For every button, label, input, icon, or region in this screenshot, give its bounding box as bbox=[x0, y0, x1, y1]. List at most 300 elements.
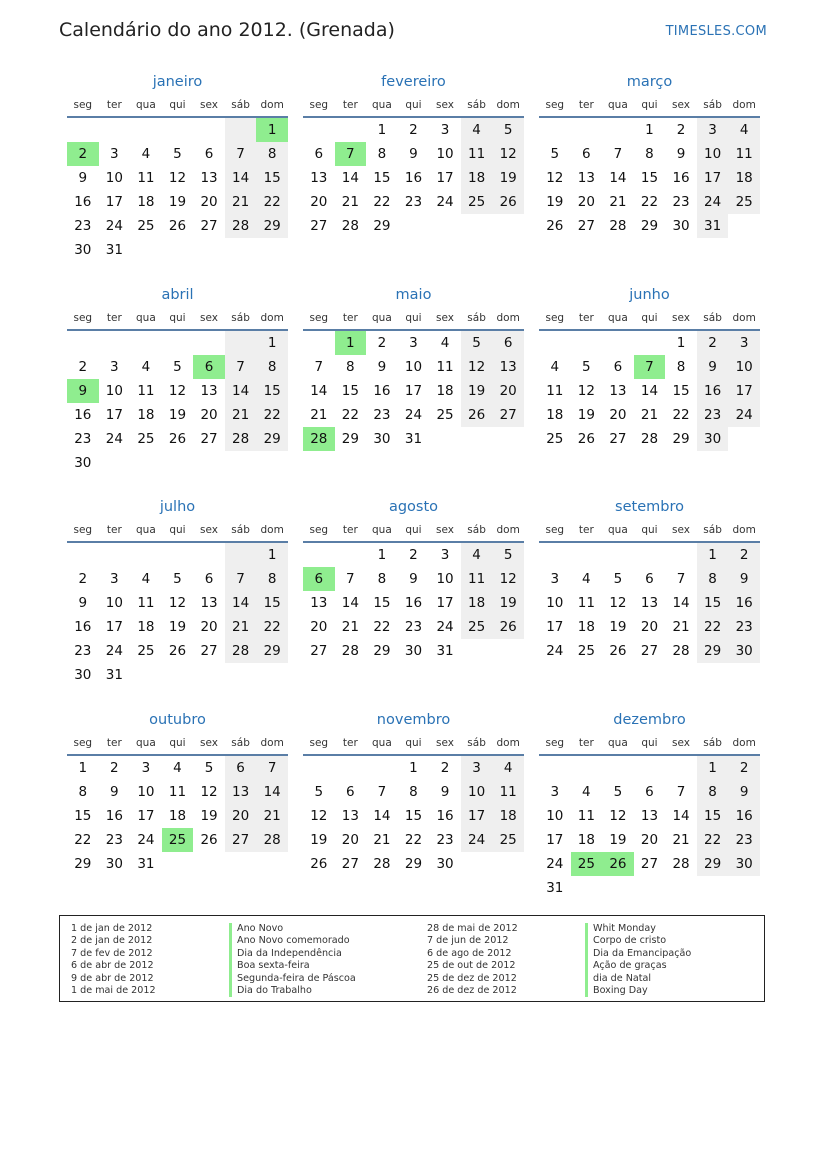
day-cell[interactable]: 25 bbox=[577, 643, 595, 659]
day-cell[interactable]: 7 bbox=[613, 146, 623, 162]
day-cell[interactable]: 7 bbox=[676, 571, 686, 587]
day-cell[interactable]: 17 bbox=[436, 595, 454, 611]
day-cell[interactable]: 5 bbox=[492, 543, 524, 567]
day-cell[interactable]: 9 bbox=[409, 571, 418, 587]
day-cell[interactable]: 11 bbox=[137, 170, 155, 186]
brand-logo[interactable]: TIMESLES.COM bbox=[665, 24, 767, 39]
day-cell[interactable]: 31 bbox=[436, 643, 454, 659]
day-cell[interactable]: 1 bbox=[335, 331, 367, 355]
day-cell[interactable]: 12 bbox=[461, 355, 493, 379]
day-cell[interactable]: 6 bbox=[645, 571, 654, 587]
day-cell[interactable]: 28 bbox=[225, 639, 257, 663]
day-cell[interactable]: 3 bbox=[110, 571, 119, 587]
day-cell[interactable]: 16 bbox=[105, 807, 123, 824]
day-cell[interactable]: 13 bbox=[225, 780, 257, 804]
day-cell[interactable]: 27 bbox=[640, 643, 659, 659]
day-cell[interactable]: 9 bbox=[676, 146, 686, 162]
day-cell[interactable]: 3 bbox=[728, 331, 760, 355]
day-cell[interactable]: 16 bbox=[74, 194, 92, 210]
day-cell[interactable]: 15 bbox=[256, 166, 288, 190]
day-cell[interactable]: 5 bbox=[613, 571, 623, 587]
day-cell[interactable]: 5 bbox=[492, 118, 524, 142]
day-cell[interactable]: 20 bbox=[200, 194, 218, 210]
day-cell[interactable]: 15 bbox=[373, 595, 391, 611]
day-cell[interactable]: 24 bbox=[697, 190, 729, 214]
day-cell[interactable]: 6 bbox=[303, 567, 335, 591]
day-cell[interactable]: 16 bbox=[436, 807, 454, 824]
day-cell[interactable]: 12 bbox=[168, 382, 187, 399]
day-cell[interactable]: 22 bbox=[74, 831, 92, 848]
day-cell[interactable]: 12 bbox=[546, 170, 564, 186]
day-cell[interactable]: 26 bbox=[461, 403, 493, 427]
day-cell[interactable]: 26 bbox=[200, 831, 218, 848]
day-cell[interactable]: 15 bbox=[373, 170, 391, 186]
day-cell[interactable]: 9 bbox=[697, 355, 729, 379]
day-cell[interactable]: 3 bbox=[697, 118, 729, 142]
day-cell[interactable]: 6 bbox=[346, 783, 355, 800]
day-cell[interactable]: 21 bbox=[225, 190, 257, 214]
day-cell[interactable]: 4 bbox=[440, 334, 450, 351]
day-cell[interactable]: 12 bbox=[200, 783, 218, 800]
day-cell[interactable]: 23 bbox=[436, 831, 454, 848]
day-cell[interactable]: 9 bbox=[78, 170, 88, 186]
day-cell[interactable]: 28 bbox=[672, 643, 690, 659]
day-cell[interactable]: 24 bbox=[728, 403, 760, 427]
day-cell[interactable]: 24 bbox=[546, 643, 564, 659]
day-cell[interactable]: 28 bbox=[609, 218, 627, 234]
day-cell[interactable]: 9 bbox=[110, 783, 119, 800]
day-cell[interactable]: 14 bbox=[672, 595, 690, 611]
day-cell[interactable]: 10 bbox=[697, 142, 729, 166]
day-cell[interactable]: 15 bbox=[341, 382, 359, 399]
day-cell[interactable]: 18 bbox=[461, 591, 493, 615]
day-cell[interactable]: 3 bbox=[461, 756, 493, 780]
day-cell[interactable]: 16 bbox=[728, 591, 760, 615]
day-cell[interactable]: 23 bbox=[105, 831, 123, 848]
day-cell[interactable]: 31 bbox=[105, 667, 123, 683]
day-cell[interactable]: 20 bbox=[577, 194, 595, 210]
day-cell[interactable]: 23 bbox=[373, 406, 391, 423]
day-cell[interactable]: 7 bbox=[377, 783, 387, 800]
day-cell[interactable]: 5 bbox=[173, 146, 182, 162]
day-cell[interactable]: 5 bbox=[550, 146, 560, 162]
day-cell[interactable]: 23 bbox=[74, 218, 92, 234]
day-cell[interactable]: 22 bbox=[697, 615, 729, 639]
day-cell[interactable]: 17 bbox=[546, 831, 564, 848]
day-cell[interactable]: 18 bbox=[436, 382, 454, 399]
day-cell[interactable]: 2 bbox=[728, 756, 760, 780]
day-cell[interactable]: 23 bbox=[404, 194, 423, 210]
day-cell[interactable]: 29 bbox=[256, 427, 288, 451]
day-cell[interactable]: 25 bbox=[728, 190, 760, 214]
day-cell[interactable]: 30 bbox=[436, 855, 454, 872]
day-cell[interactable]: 11 bbox=[546, 382, 564, 399]
day-cell[interactable]: 1 bbox=[78, 759, 88, 776]
day-cell[interactable]: 13 bbox=[609, 382, 627, 399]
day-cell[interactable]: 14 bbox=[341, 595, 359, 611]
day-cell[interactable]: 20 bbox=[640, 831, 659, 848]
day-cell[interactable]: 10 bbox=[105, 382, 123, 399]
day-cell[interactable]: 29 bbox=[74, 855, 92, 872]
day-cell[interactable]: 28 bbox=[256, 828, 288, 852]
day-cell[interactable]: 8 bbox=[645, 146, 654, 162]
day-cell[interactable]: 7 bbox=[225, 355, 257, 379]
day-cell[interactable]: 23 bbox=[697, 403, 729, 427]
day-cell[interactable]: 13 bbox=[200, 595, 218, 611]
day-cell[interactable]: 11 bbox=[461, 567, 493, 591]
day-cell[interactable]: 20 bbox=[640, 619, 659, 635]
day-cell[interactable]: 19 bbox=[492, 591, 524, 615]
day-cell[interactable]: 18 bbox=[461, 166, 493, 190]
day-cell[interactable]: 21 bbox=[672, 831, 690, 848]
day-cell[interactable]: 8 bbox=[409, 783, 418, 800]
day-cell[interactable]: 18 bbox=[577, 619, 595, 635]
day-cell[interactable]: 5 bbox=[613, 783, 623, 800]
day-cell[interactable]: 27 bbox=[200, 643, 218, 659]
day-cell[interactable]: 31 bbox=[404, 430, 423, 447]
day-cell[interactable]: 11 bbox=[137, 382, 155, 399]
day-cell[interactable]: 4 bbox=[582, 783, 591, 800]
day-cell[interactable]: 6 bbox=[204, 146, 214, 162]
day-cell[interactable]: 23 bbox=[728, 828, 760, 852]
day-cell[interactable]: 27 bbox=[640, 855, 659, 872]
day-cell[interactable]: 10 bbox=[404, 358, 423, 375]
day-cell[interactable]: 21 bbox=[640, 406, 659, 423]
day-cell[interactable]: 21 bbox=[609, 194, 627, 210]
day-cell[interactable]: 28 bbox=[225, 214, 257, 238]
day-cell[interactable]: 25 bbox=[137, 643, 155, 659]
day-cell[interactable]: 9 bbox=[67, 379, 99, 403]
day-cell[interactable]: 26 bbox=[602, 852, 634, 876]
day-cell[interactable]: 26 bbox=[310, 855, 328, 872]
day-cell[interactable]: 10 bbox=[105, 595, 123, 611]
day-cell[interactable]: 7 bbox=[676, 783, 686, 800]
day-cell[interactable]: 14 bbox=[256, 780, 288, 804]
day-cell[interactable]: 30 bbox=[105, 855, 123, 872]
day-cell[interactable]: 29 bbox=[640, 218, 659, 234]
day-cell[interactable]: 29 bbox=[256, 639, 288, 663]
day-cell[interactable]: 7 bbox=[634, 355, 666, 379]
day-cell[interactable]: 2 bbox=[110, 759, 119, 776]
day-cell[interactable]: 12 bbox=[168, 170, 187, 186]
day-cell[interactable]: 22 bbox=[373, 619, 391, 635]
day-cell[interactable]: 18 bbox=[137, 194, 155, 210]
day-cell[interactable]: 5 bbox=[173, 358, 182, 375]
day-cell[interactable]: 15 bbox=[640, 170, 659, 186]
day-cell[interactable]: 24 bbox=[137, 831, 155, 848]
day-cell[interactable]: 20 bbox=[341, 831, 359, 848]
day-cell[interactable]: 21 bbox=[341, 194, 359, 210]
day-cell[interactable]: 2 bbox=[67, 142, 99, 166]
day-cell[interactable]: 13 bbox=[640, 807, 659, 824]
day-cell[interactable]: 1 bbox=[256, 543, 288, 567]
day-cell[interactable]: 24 bbox=[105, 430, 123, 447]
day-cell[interactable]: 26 bbox=[577, 430, 595, 447]
day-cell[interactable]: 12 bbox=[310, 807, 328, 824]
day-cell[interactable]: 4 bbox=[728, 118, 760, 142]
day-cell[interactable]: 16 bbox=[697, 379, 729, 403]
day-cell[interactable]: 2 bbox=[676, 122, 686, 138]
day-cell[interactable]: 3 bbox=[110, 146, 119, 162]
day-cell[interactable]: 22 bbox=[373, 194, 391, 210]
day-cell[interactable]: 3 bbox=[550, 783, 560, 800]
day-cell[interactable]: 29 bbox=[341, 430, 359, 447]
day-cell[interactable]: 29 bbox=[256, 214, 288, 238]
day-cell[interactable]: 20 bbox=[492, 379, 524, 403]
day-cell[interactable]: 8 bbox=[256, 355, 288, 379]
day-cell[interactable]: 14 bbox=[225, 379, 257, 403]
day-cell[interactable]: 19 bbox=[168, 619, 187, 635]
day-cell[interactable]: 4 bbox=[550, 358, 560, 375]
day-cell[interactable]: 17 bbox=[697, 166, 729, 190]
day-cell[interactable]: 31 bbox=[697, 214, 729, 238]
day-cell[interactable]: 7 bbox=[335, 142, 367, 166]
day-cell[interactable]: 8 bbox=[256, 142, 288, 166]
day-cell[interactable]: 20 bbox=[200, 619, 218, 635]
day-cell[interactable]: 5 bbox=[314, 783, 324, 800]
day-cell[interactable]: 7 bbox=[314, 358, 324, 375]
day-cell[interactable]: 8 bbox=[256, 567, 288, 591]
day-cell[interactable]: 22 bbox=[672, 406, 690, 423]
day-cell[interactable]: 26 bbox=[168, 218, 187, 234]
day-cell[interactable]: 13 bbox=[200, 382, 218, 399]
day-cell[interactable]: 1 bbox=[676, 334, 686, 351]
day-cell[interactable]: 12 bbox=[168, 595, 187, 611]
day-cell[interactable]: 18 bbox=[728, 166, 760, 190]
day-cell[interactable]: 11 bbox=[137, 595, 155, 611]
day-cell[interactable]: 26 bbox=[546, 218, 564, 234]
day-cell[interactable]: 26 bbox=[492, 190, 524, 214]
day-cell[interactable]: 3 bbox=[550, 571, 560, 587]
day-cell[interactable]: 19 bbox=[168, 406, 187, 423]
day-cell[interactable]: 7 bbox=[225, 567, 257, 591]
day-cell[interactable]: 24 bbox=[436, 619, 454, 635]
day-cell[interactable]: 19 bbox=[461, 379, 493, 403]
day-cell[interactable]: 17 bbox=[728, 379, 760, 403]
day-cell[interactable]: 5 bbox=[173, 571, 182, 587]
day-cell[interactable]: 18 bbox=[492, 804, 524, 828]
day-cell[interactable]: 29 bbox=[404, 855, 423, 872]
day-cell[interactable]: 23 bbox=[74, 643, 92, 659]
day-cell[interactable]: 15 bbox=[404, 807, 423, 824]
day-cell[interactable]: 9 bbox=[78, 595, 88, 611]
day-cell[interactable]: 11 bbox=[168, 783, 187, 800]
day-cell[interactable]: 24 bbox=[436, 194, 454, 210]
day-cell[interactable]: 8 bbox=[78, 783, 88, 800]
day-cell[interactable]: 4 bbox=[141, 358, 151, 375]
day-cell[interactable]: 19 bbox=[200, 807, 218, 824]
day-cell[interactable]: 1 bbox=[697, 543, 729, 567]
day-cell[interactable]: 31 bbox=[137, 855, 155, 872]
day-cell[interactable]: 25 bbox=[162, 828, 194, 852]
day-cell[interactable]: 22 bbox=[256, 403, 288, 427]
day-cell[interactable]: 1 bbox=[256, 118, 288, 142]
day-cell[interactable]: 26 bbox=[492, 615, 524, 639]
day-cell[interactable]: 12 bbox=[609, 807, 627, 824]
day-cell[interactable]: 15 bbox=[672, 382, 690, 399]
day-cell[interactable]: 22 bbox=[697, 828, 729, 852]
day-cell[interactable]: 22 bbox=[256, 615, 288, 639]
day-cell[interactable]: 6 bbox=[613, 358, 623, 375]
day-cell[interactable]: 18 bbox=[168, 807, 187, 824]
day-cell[interactable]: 10 bbox=[436, 146, 454, 162]
day-cell[interactable]: 30 bbox=[728, 639, 760, 663]
day-cell[interactable]: 14 bbox=[225, 166, 257, 190]
day-cell[interactable]: 20 bbox=[310, 194, 328, 210]
day-cell[interactable]: 16 bbox=[74, 406, 92, 423]
day-cell[interactable]: 3 bbox=[110, 358, 119, 375]
day-cell[interactable]: 13 bbox=[640, 595, 659, 611]
day-cell[interactable]: 24 bbox=[461, 828, 493, 852]
day-cell[interactable]: 26 bbox=[609, 643, 627, 659]
day-cell[interactable]: 28 bbox=[225, 427, 257, 451]
day-cell[interactable]: 29 bbox=[697, 639, 729, 663]
day-cell[interactable]: 25 bbox=[492, 828, 524, 852]
day-cell[interactable]: 17 bbox=[105, 406, 123, 423]
day-cell[interactable]: 24 bbox=[404, 406, 423, 423]
day-cell[interactable]: 18 bbox=[137, 619, 155, 635]
day-cell[interactable]: 20 bbox=[200, 406, 218, 423]
day-cell[interactable]: 22 bbox=[640, 194, 659, 210]
day-cell[interactable]: 6 bbox=[193, 355, 225, 379]
day-cell[interactable]: 10 bbox=[728, 355, 760, 379]
day-cell[interactable]: 11 bbox=[577, 807, 595, 824]
day-cell[interactable]: 26 bbox=[168, 430, 187, 447]
day-cell[interactable]: 14 bbox=[640, 382, 659, 399]
day-cell[interactable]: 22 bbox=[341, 406, 359, 423]
day-cell[interactable]: 16 bbox=[728, 804, 760, 828]
day-cell[interactable]: 23 bbox=[404, 619, 423, 635]
day-cell[interactable]: 12 bbox=[492, 142, 524, 166]
day-cell[interactable]: 19 bbox=[492, 166, 524, 190]
day-cell[interactable]: 7 bbox=[256, 756, 288, 780]
day-cell[interactable]: 11 bbox=[436, 358, 454, 375]
day-cell[interactable]: 19 bbox=[310, 831, 328, 848]
day-cell[interactable]: 10 bbox=[461, 780, 493, 804]
day-cell[interactable]: 19 bbox=[577, 406, 595, 423]
day-cell[interactable]: 21 bbox=[256, 804, 288, 828]
day-cell[interactable]: 15 bbox=[256, 591, 288, 615]
day-cell[interactable]: 20 bbox=[310, 619, 328, 635]
day-cell[interactable]: 13 bbox=[341, 807, 359, 824]
day-cell[interactable]: 13 bbox=[310, 595, 328, 611]
day-cell[interactable]: 27 bbox=[609, 430, 627, 447]
day-cell[interactable]: 25 bbox=[436, 406, 454, 423]
day-cell[interactable]: 31 bbox=[546, 879, 564, 896]
day-cell[interactable]: 27 bbox=[225, 828, 257, 852]
day-cell[interactable]: 14 bbox=[609, 170, 627, 186]
day-cell[interactable]: 11 bbox=[577, 595, 595, 611]
day-cell[interactable]: 3 bbox=[409, 334, 418, 351]
day-cell[interactable]: 13 bbox=[200, 170, 218, 186]
day-cell[interactable]: 4 bbox=[492, 756, 524, 780]
day-cell[interactable]: 24 bbox=[105, 218, 123, 234]
day-cell[interactable]: 18 bbox=[546, 406, 564, 423]
day-cell[interactable]: 11 bbox=[461, 142, 493, 166]
day-cell[interactable]: 6 bbox=[492, 331, 524, 355]
day-cell[interactable]: 25 bbox=[137, 430, 155, 447]
day-cell[interactable]: 4 bbox=[173, 759, 182, 776]
day-cell[interactable]: 22 bbox=[404, 831, 423, 848]
day-cell[interactable]: 27 bbox=[341, 855, 359, 872]
day-cell[interactable]: 4 bbox=[461, 543, 493, 567]
day-cell[interactable]: 19 bbox=[609, 619, 627, 635]
day-cell[interactable]: 16 bbox=[404, 170, 423, 186]
day-cell[interactable]: 21 bbox=[672, 619, 690, 635]
day-cell[interactable]: 5 bbox=[582, 358, 591, 375]
day-cell[interactable]: 15 bbox=[256, 379, 288, 403]
day-cell[interactable]: 17 bbox=[105, 619, 123, 635]
day-cell[interactable]: 2 bbox=[728, 543, 760, 567]
day-cell[interactable]: 6 bbox=[582, 146, 591, 162]
day-cell[interactable]: 2 bbox=[697, 331, 729, 355]
day-cell[interactable]: 18 bbox=[577, 831, 595, 848]
day-cell[interactable]: 27 bbox=[200, 430, 218, 447]
day-cell[interactable]: 17 bbox=[436, 170, 454, 186]
day-cell[interactable]: 30 bbox=[74, 667, 92, 683]
day-cell[interactable]: 10 bbox=[546, 595, 564, 611]
day-cell[interactable]: 30 bbox=[672, 218, 690, 234]
day-cell[interactable]: 3 bbox=[440, 547, 450, 563]
day-cell[interactable]: 16 bbox=[373, 382, 391, 399]
day-cell[interactable]: 15 bbox=[74, 807, 92, 824]
day-cell[interactable]: 18 bbox=[137, 406, 155, 423]
day-cell[interactable]: 22 bbox=[256, 190, 288, 214]
day-cell[interactable]: 28 bbox=[640, 430, 659, 447]
day-cell[interactable]: 21 bbox=[373, 831, 391, 848]
day-cell[interactable]: 30 bbox=[404, 643, 423, 659]
day-cell[interactable]: 27 bbox=[200, 218, 218, 234]
day-cell[interactable]: 17 bbox=[461, 804, 493, 828]
day-cell[interactable]: 29 bbox=[373, 643, 391, 659]
day-cell[interactable]: 28 bbox=[341, 218, 359, 234]
day-cell[interactable]: 27 bbox=[492, 403, 524, 427]
day-cell[interactable]: 14 bbox=[672, 807, 690, 824]
day-cell[interactable]: 21 bbox=[225, 615, 257, 639]
day-cell[interactable]: 6 bbox=[645, 783, 654, 800]
day-cell[interactable]: 17 bbox=[404, 382, 423, 399]
day-cell[interactable]: 16 bbox=[672, 170, 690, 186]
day-cell[interactable]: 16 bbox=[74, 619, 92, 635]
day-cell[interactable]: 24 bbox=[546, 855, 564, 872]
day-cell[interactable]: 30 bbox=[728, 852, 760, 876]
day-cell[interactable]: 29 bbox=[373, 218, 391, 234]
day-cell[interactable]: 9 bbox=[440, 783, 450, 800]
day-cell[interactable]: 28 bbox=[341, 643, 359, 659]
day-cell[interactable]: 31 bbox=[105, 242, 123, 258]
day-cell[interactable]: 27 bbox=[310, 218, 328, 234]
day-cell[interactable]: 6 bbox=[225, 756, 257, 780]
day-cell[interactable]: 19 bbox=[546, 194, 564, 210]
day-cell[interactable]: 13 bbox=[310, 170, 328, 186]
day-cell[interactable]: 27 bbox=[310, 643, 328, 659]
day-cell[interactable]: 8 bbox=[377, 146, 387, 162]
day-cell[interactable]: 11 bbox=[728, 142, 760, 166]
day-cell[interactable]: 28 bbox=[373, 855, 391, 872]
day-cell[interactable]: 17 bbox=[546, 619, 564, 635]
day-cell[interactable]: 12 bbox=[609, 595, 627, 611]
day-cell[interactable]: 3 bbox=[141, 759, 151, 776]
day-cell[interactable]: 20 bbox=[225, 804, 257, 828]
day-cell[interactable]: 25 bbox=[461, 190, 493, 214]
day-cell[interactable]: 15 bbox=[697, 804, 729, 828]
day-cell[interactable]: 6 bbox=[204, 571, 214, 587]
day-cell[interactable]: 10 bbox=[546, 807, 564, 824]
day-cell[interactable]: 28 bbox=[672, 855, 690, 872]
day-cell[interactable]: 2 bbox=[78, 358, 88, 375]
day-cell[interactable]: 6 bbox=[314, 146, 324, 162]
day-cell[interactable]: 20 bbox=[609, 406, 627, 423]
